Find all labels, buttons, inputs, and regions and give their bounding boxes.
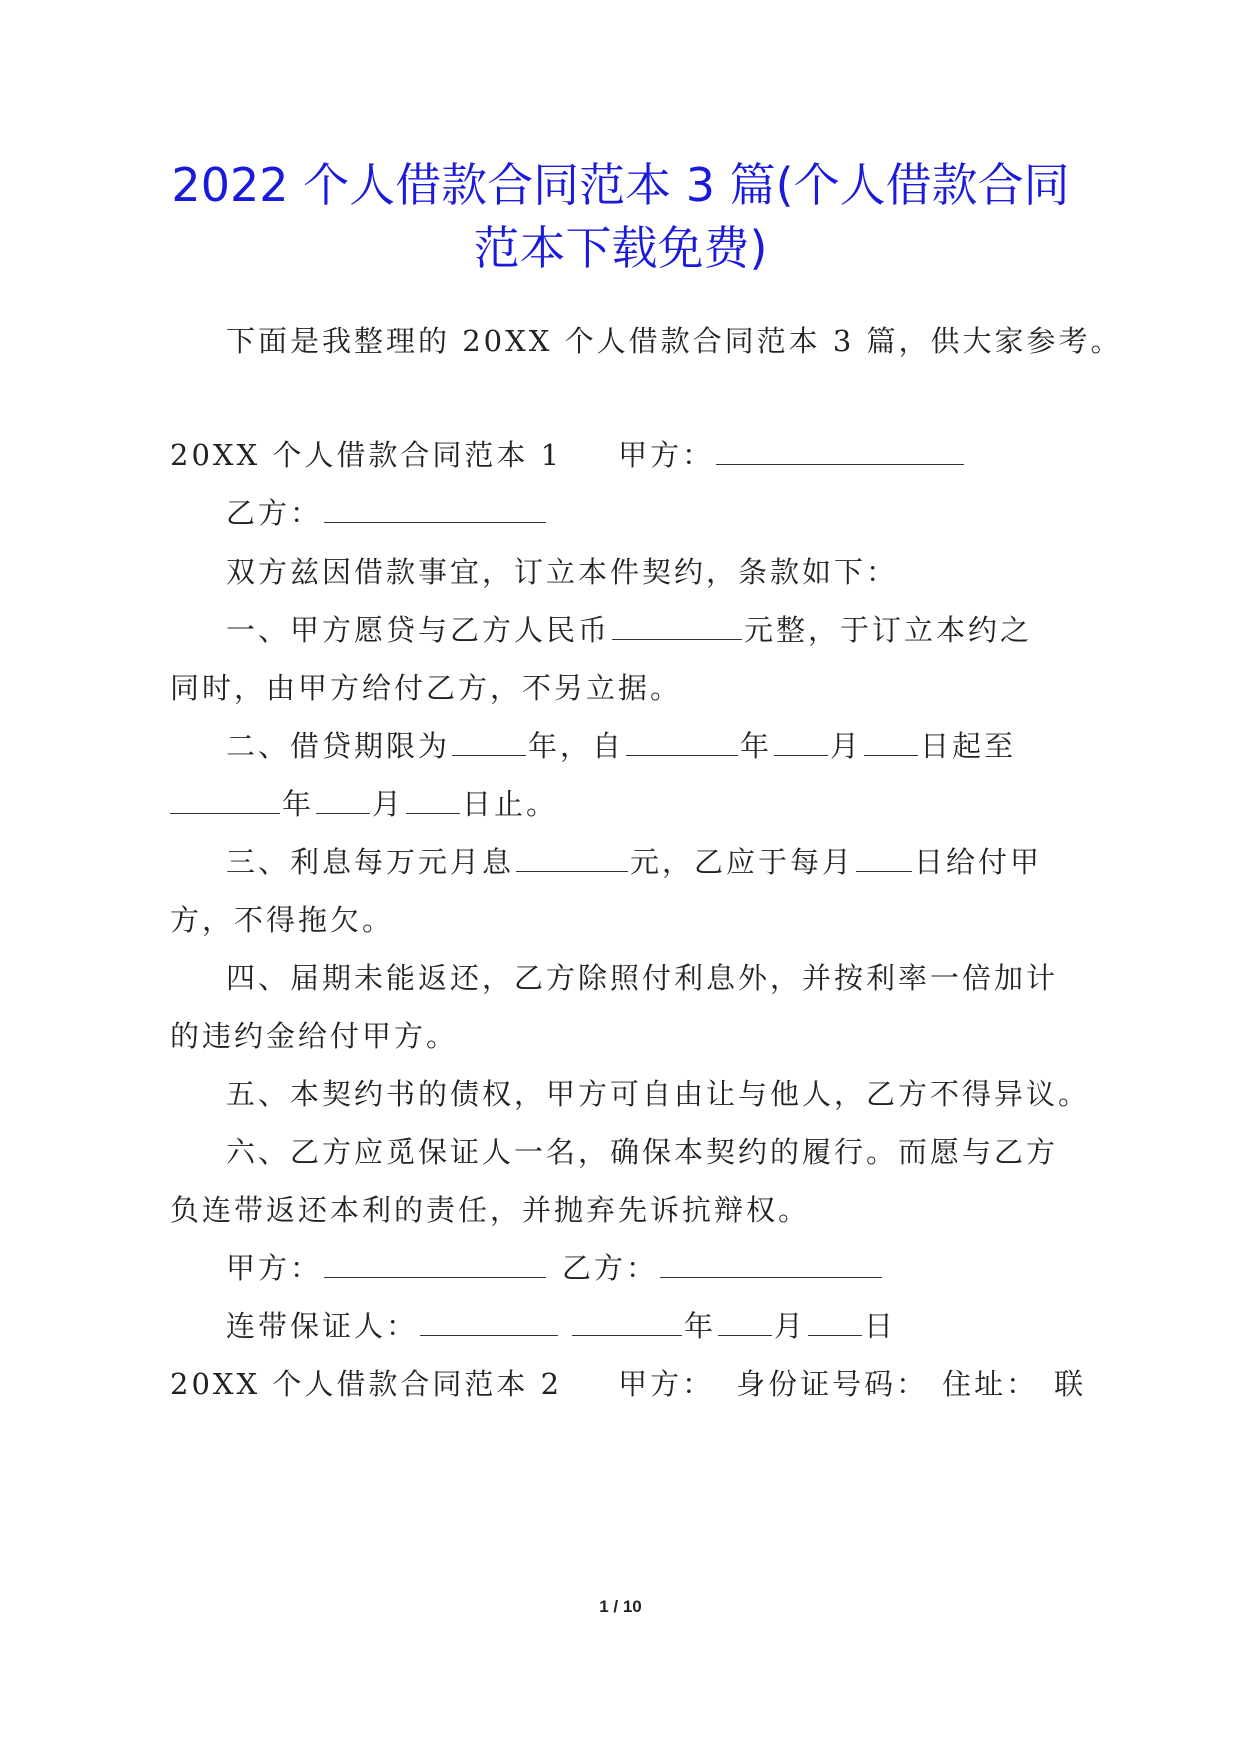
clause-3-line-2: 方，不得拖欠。 xyxy=(170,903,395,937)
clause-3-text-a: 三、利息每万元月息 xyxy=(226,845,515,879)
preamble: 双方兹因借款事宜，订立本件契约，条款如下： xyxy=(226,555,899,589)
term-years-blank xyxy=(452,729,526,756)
start-month-blank xyxy=(774,729,828,756)
guarantor-line xyxy=(226,1306,896,1346)
clause-5: 五、本契约书的债权，甲方可自由让与他人，乙方不得异议。 xyxy=(226,1077,1091,1111)
clause-2-line-2 xyxy=(170,784,558,824)
clause-2-text-e: 日起至 xyxy=(920,729,1017,763)
sign-party-a-blank xyxy=(324,1251,546,1278)
sign-day-blank xyxy=(808,1309,862,1336)
party-b-blank xyxy=(324,496,546,523)
sign-party-b-blank xyxy=(660,1251,882,1278)
sign-party-a-label: 甲方： xyxy=(226,1251,323,1285)
clause-2-text-h: 日止。 xyxy=(462,787,559,821)
guarantor-label: 连带保证人： xyxy=(226,1309,419,1343)
interest-blank xyxy=(516,845,628,872)
party-b-label: 乙方： xyxy=(226,496,323,530)
clause-3-text-c: 日给付甲 xyxy=(914,845,1043,879)
contract-1-heading-line xyxy=(170,435,966,475)
amount-blank xyxy=(612,613,742,640)
clause-1-line-1 xyxy=(226,610,1032,650)
start-day-blank xyxy=(864,729,918,756)
end-month-blank xyxy=(316,787,370,814)
sign-day-label: 日 xyxy=(864,1309,897,1343)
clause-1-text-b: 元整，于订立本约之 xyxy=(744,613,1033,647)
clause-1-text-a: 一、甲方愿贷与乙方人民币 xyxy=(226,613,611,647)
clause-2-text-a: 二、借贷期限为 xyxy=(226,729,451,763)
party-a-blank xyxy=(716,438,964,465)
clause-2-text-d: 月 xyxy=(830,729,863,763)
clause-2-text-b: 年，自 xyxy=(528,729,625,763)
end-day-blank xyxy=(406,787,460,814)
contract-2-heading: 20XX 个人借款合同范本 2 xyxy=(170,1367,563,1401)
contract-2-party-a-label: 甲方： xyxy=(618,1367,715,1401)
clause-2-text-g: 月 xyxy=(372,787,405,821)
clause-6-line-2: 负连带返还本利的责任，并抛弃先诉抗辩权。 xyxy=(170,1193,811,1227)
intro-paragraph: 下面是我整理的 20XX 个人借款合同范本 3 篇，供大家参考。 xyxy=(226,324,1123,358)
clause-3-line-1 xyxy=(226,842,1042,882)
contract-1-heading: 20XX 个人借款合同范本 1 xyxy=(170,438,563,472)
address-label: 住址： xyxy=(942,1367,1039,1401)
clause-2-text-f: 年 xyxy=(282,787,315,821)
contract-2-heading-line xyxy=(170,1364,1086,1404)
party-b-line xyxy=(226,493,548,533)
sign-party-b-label: 乙方： xyxy=(562,1251,659,1285)
sign-month-blank xyxy=(718,1309,772,1336)
clause-1-line-2: 同时，由甲方给付乙方，不另立据。 xyxy=(170,671,683,705)
clause-6-line-1: 六、乙方应觅保证人一名，确保本契约的履行。而愿与乙方 xyxy=(226,1135,1059,1169)
clause-2-text-c: 年 xyxy=(740,729,773,763)
start-year-blank xyxy=(626,729,738,756)
page-number: 1 / 10 xyxy=(599,1597,642,1616)
contact-label: 联 xyxy=(1054,1367,1087,1401)
pay-day-blank xyxy=(856,845,912,872)
sign-year-label: 年 xyxy=(684,1309,717,1343)
clause-4-line-2: 的违约金给付甲方。 xyxy=(170,1019,459,1053)
clause-4-line-1: 四、届期未能返还，乙方除照付利息外，并按利率一倍加计 xyxy=(226,961,1059,995)
guarantor-blank xyxy=(420,1309,558,1336)
clause-2-line-1 xyxy=(226,726,1016,766)
clause-3-text-b: 元，乙应于每月 xyxy=(630,845,855,879)
end-year-blank xyxy=(170,787,280,814)
signature-line xyxy=(226,1248,884,1288)
id-number-label: 身份证号码： xyxy=(736,1367,929,1401)
party-a-label: 甲方： xyxy=(618,438,715,472)
document-title-line-1: 2022 个人借款合同范本 3 篇(个人借款合同 xyxy=(171,158,1070,212)
sign-year-blank xyxy=(572,1309,682,1336)
document-title-line-2: 范本下载免费) xyxy=(473,221,768,275)
sign-month-label: 月 xyxy=(774,1309,807,1343)
